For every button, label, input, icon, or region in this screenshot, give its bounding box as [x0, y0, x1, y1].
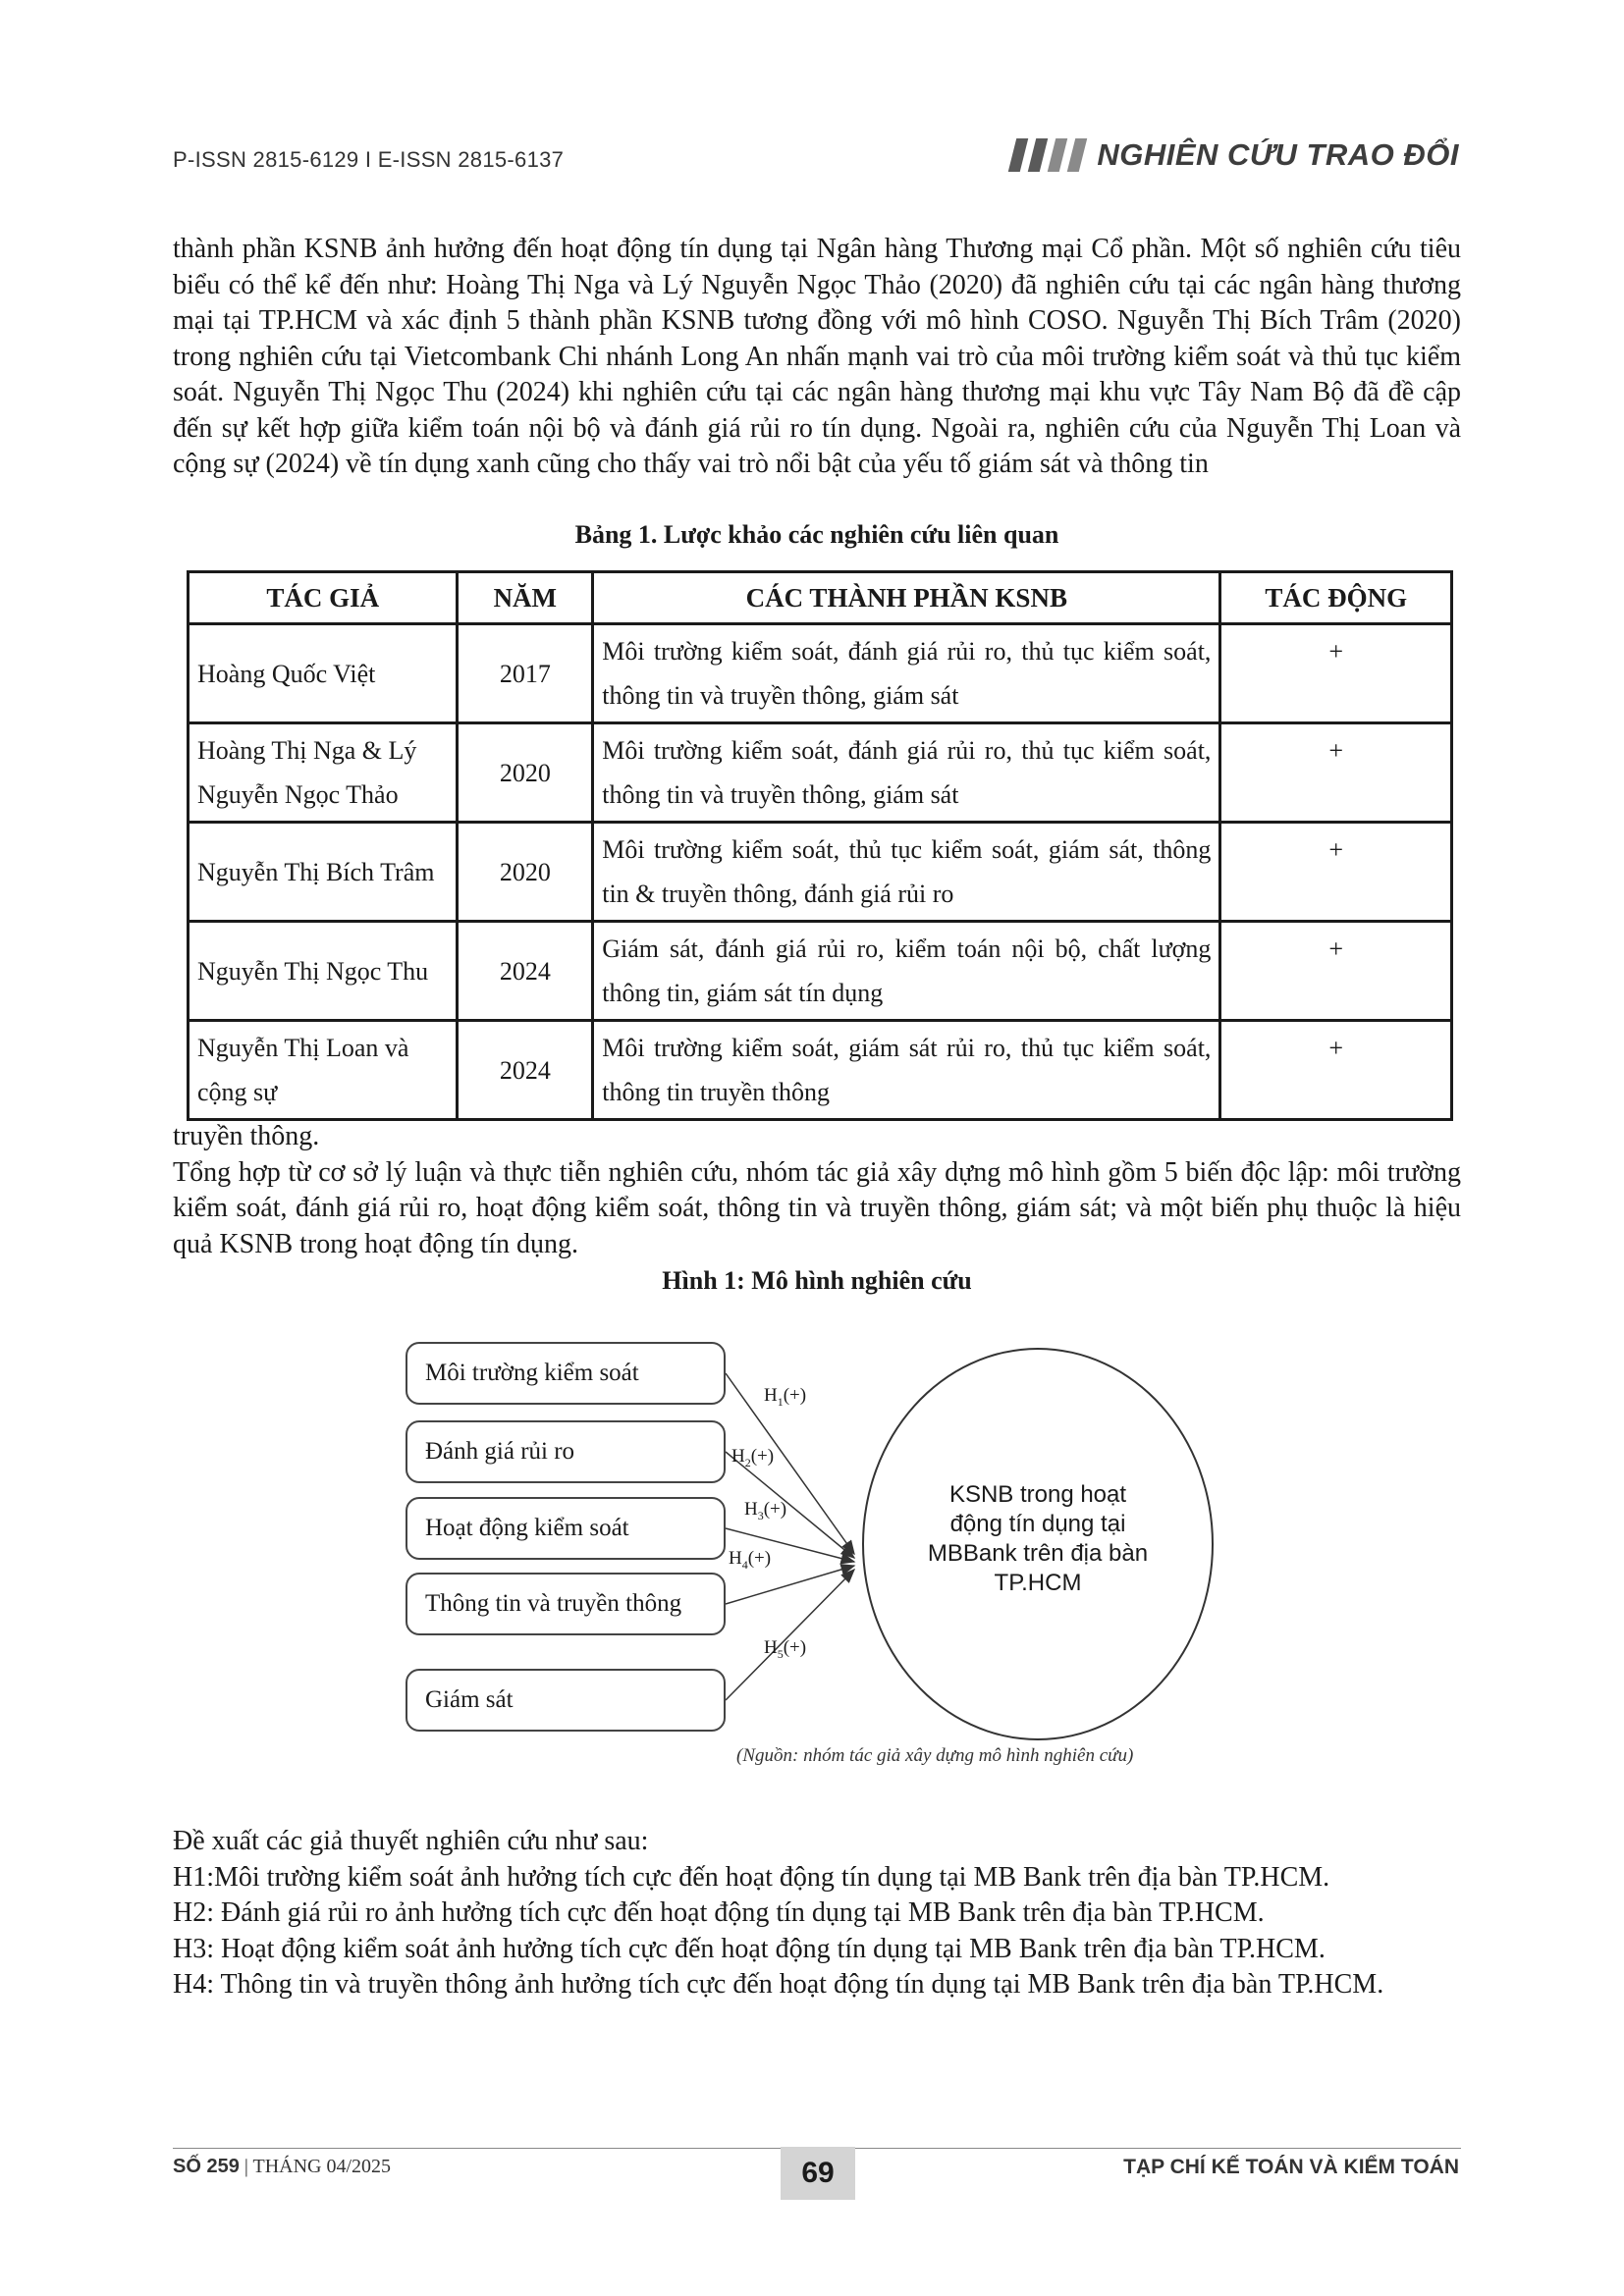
header-components: CÁC THÀNH PHẦN KSNB	[593, 572, 1220, 624]
header-effect: TÁC ĐỘNG	[1220, 572, 1452, 624]
section-header	[1012, 137, 1459, 173]
hypothesis-h1: H1:Môi trường kiểm soát ảnh hưởng tích cực đến hoạt động tín dụng tại MB Bank trên địa bàn TP.HCM.	[173, 1861, 1330, 1893]
section-title: NGHIÊN CỨU TRAO ĐỔI	[1097, 137, 1459, 172]
year-cell: 2024	[458, 1021, 593, 1120]
hypothesis-h3: H3: Hoạt động kiểm soát ảnh hưởng tích cực đến hoạt động tín dụng tại MB Bank trên địa bàn TP.HCM.	[173, 1933, 1326, 1964]
header-stripe-decoration	[1008, 138, 1028, 172]
research-model-diagram	[393, 1330, 1237, 1752]
h5-arrow	[726, 1570, 854, 1700]
figure-caption: Hình 1: Mô hình nghiên cứu	[662, 1266, 972, 1295]
intro-text: thành phần KSNB ảnh hưởng đến hoạt động tín dụng tại Ngân hàng Thương mại Cổ phần. Một số nghiên cứu tiêu biểu có thể kể đến như: Hoàng Thị Nga và Lý Nguyễn Ngọc Thảo (2020) đã nghiên cứu tại các ngân hàng thương mại tại TP.HCM và xác định 5 thành phần KSNB tương đồng với mô hình COSO. Nguyễn Thị Bích Trâm (2020) trong nghiên cứu tại Vietcombank Chi nhánh Long An nhấn mạnh vai trò của môi trường kiểm soát và thủ tục kiểm soát. Nguyễn Thị Ngọc Thu (2024) khi nghiên cứu tại các ngân hàng thương mại khu vực Tây Nam Bộ đã đề cập đến sự kết hợp giữa kiểm toán nội bộ và đánh giá rủi ro tín dụng. Ngoài ra, nghiên cứu của Nguyễn Thị Loan và cộng sự (2024) về tín dụng xanh cũng cho thấy vai trò nổi bật của yếu tố giám sát và thông tin	[173, 234, 1461, 479]
effect-cell: +	[1220, 624, 1452, 723]
model-description: Tổng hợp từ cơ sở lý luận và thực tiễn nghiên cứu, nhóm tác giả xây dựng mô hình gồm 5 biến độc lập: môi trường kiểm soát, đánh giá rủi ro, hoạt động kiểm soát, thông tin và truyền thông, giám sát; và một biến phụ thuộc là hiệu quả KSNB trong hoạt động tín dụng.	[173, 1156, 1461, 1259]
effect-cell: +	[1220, 823, 1452, 922]
effect-cell: +	[1220, 1021, 1452, 1120]
table-row	[189, 624, 1452, 723]
hypothesis-h4: H4: Thông tin và truyền thông ảnh hưởng tích cực đến hoạt động tín dụng tại MB Bank trên địa bàn TP.HCM.	[173, 1969, 1384, 2000]
table-row	[189, 1021, 1452, 1120]
author-cell: Nguyễn Thị Bích Trâm	[189, 823, 458, 922]
hypothesis-label-h4: $H_4(+)$	[729, 1548, 772, 1572]
components-cell: Môi trường kiểm soát, thủ tục kiểm soát, giám sát, thông tin & truyền thông, đánh giá rủi ro	[593, 823, 1220, 922]
components-cell: Môi trường kiểm soát, đánh giá rủi ro, thủ tục kiểm soát, thông tin và truyền thông, giám sát	[593, 624, 1220, 723]
header-stripe-decoration	[1067, 138, 1087, 172]
hypothesis-label-h5: $H_5(+)$	[764, 1637, 807, 1661]
table-row	[189, 723, 1452, 823]
hypothesis-label-h2: $H_2(+)$	[731, 1446, 775, 1469]
continued-text: truyền thông.	[173, 1121, 320, 1151]
hypotheses-intro: Đề xuất các giả thuyết nghiên cứu như sau:	[173, 1826, 649, 1856]
table-caption: Bảng 1. Lược khảo các nghiên cứu liên quan	[574, 520, 1059, 549]
table-row	[189, 823, 1452, 922]
author-cell: Nguyễn Thị Ngọc Thu	[189, 922, 458, 1021]
table-row	[189, 922, 1452, 1021]
author-cell: Hoàng Quốc Việt	[189, 624, 458, 723]
effect-cell: +	[1220, 922, 1452, 1021]
hypothesis-label-h3: $H_3(+)$	[744, 1499, 787, 1522]
hypothesis-h2: H2: Đánh giá rủi ro ảnh hưởng tích cực đến hoạt động tín dụng tại MB Bank trên địa bàn TP.HCM.	[173, 1897, 1265, 1928]
year-cell: 2017	[458, 624, 593, 723]
page-number: 69	[781, 2147, 855, 2200]
issn-header: P-ISSN 2815-6129 I E-ISSN 2815-6137	[173, 147, 565, 172]
box-risk-assessment: Đánh giá rủi ro	[406, 1420, 726, 1483]
author-cell: Nguyễn Thị Loan và cộng sự	[189, 1021, 458, 1120]
issue-number: SỐ 259	[173, 2156, 240, 2177]
issue-info	[173, 2156, 391, 2178]
figure-source: (Nguồn: nhóm tác giả xây dựng mô hình nghiên cứu)	[736, 1745, 1134, 1766]
hypotheses-paragraph	[173, 1824, 1461, 2003]
year-cell: 2024	[458, 922, 593, 1021]
components-cell: Môi trường kiểm soát, đánh giá rủi ro, thủ tục kiểm soát, thông tin và truyền thông, giám sát	[593, 723, 1220, 823]
table-header-row	[189, 572, 1452, 624]
literature-review-table	[187, 570, 1453, 1121]
issue-month: | THÁNG 04/2025	[244, 2156, 392, 2177]
box-control-environment: Môi trường kiểm soát	[406, 1342, 726, 1405]
header-author: TÁC GIẢ	[189, 572, 458, 624]
author-cell: Hoàng Thị Nga & Lý Nguyễn Ngọc Thảo	[189, 723, 458, 823]
header-stripe-decoration	[1048, 138, 1067, 172]
components-cell: Giám sát, đánh giá rủi ro, kiểm toán nội bộ, chất lượng thông tin, giám sát tín dụng	[593, 922, 1220, 1021]
effect-cell: +	[1220, 723, 1452, 823]
intro-paragraph	[173, 232, 1461, 483]
dependent-variable-label: KSNB trong hoạt động tín dụng tại MBBank trên địa bàn TP.HCM	[927, 1481, 1149, 1596]
components-cell: Môi trường kiểm soát, giám sát rủi ro, thủ tục kiểm soát, thông tin truyền thông	[593, 1021, 1220, 1120]
dependent-variable-ellipse	[862, 1348, 1214, 1740]
model-paragraph	[173, 1119, 1461, 1262]
header-stripe-decoration	[1028, 138, 1048, 172]
header-year: NĂM	[458, 572, 593, 624]
journal-name: TẠP CHÍ KẾ TOÁN VÀ KIỂM TOÁN	[1123, 2156, 1459, 2178]
hypothesis-label-h1: $H_1(+)$	[764, 1385, 807, 1409]
box-information-communication: Thông tin và truyền thông	[406, 1573, 726, 1635]
box-monitoring: Giám sát	[406, 1669, 726, 1732]
year-cell: 2020	[458, 823, 593, 922]
box-control-activities: Hoạt động kiểm soát	[406, 1497, 726, 1560]
year-cell: 2020	[458, 723, 593, 823]
